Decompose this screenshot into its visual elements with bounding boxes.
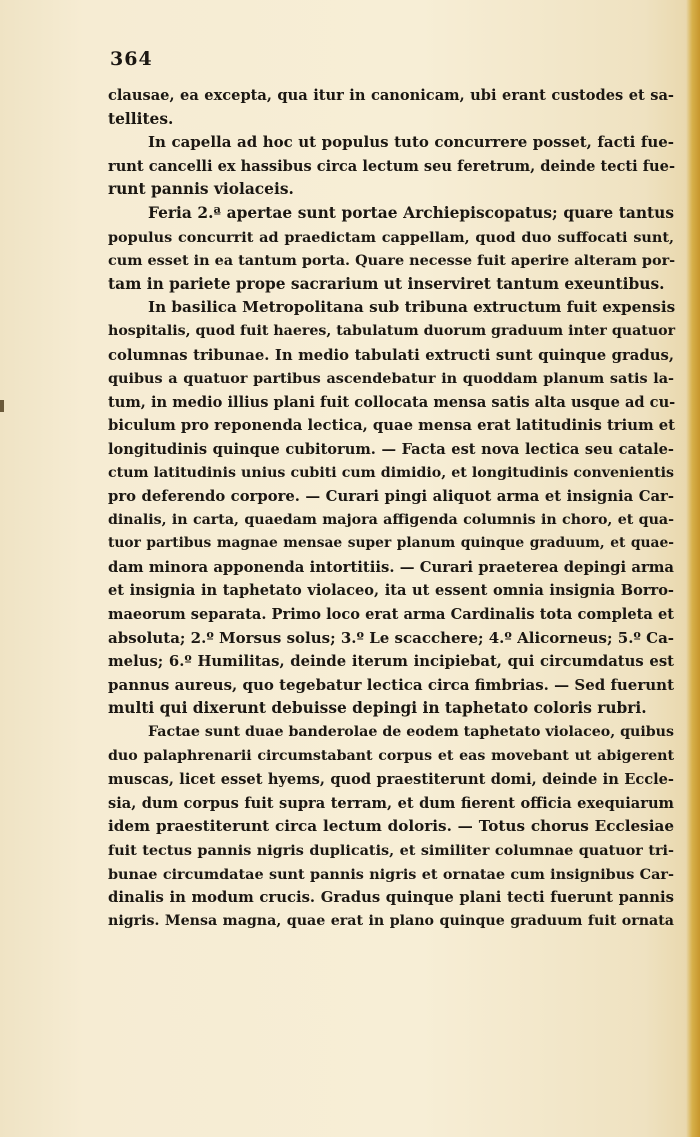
text-line: bunae circumdatae sunt pannis nigris et ornatae cum insignibus Car- <box>108 865 674 883</box>
text-line: nigris. Mensa magna, quae erat in plano quinque graduum fuit ornata <box>108 912 674 929</box>
text-line: fuit tectus pannis nigris duplicatis, et similiter columnae quatuor tri- <box>108 842 674 859</box>
text-line: ctum latitudinis unius cubiti cum dimidio, et longitudinis convenientis <box>108 464 674 481</box>
text-line: dinalis in modum crucis. Gradus quinque plani tecti fuerunt pannis <box>108 889 674 907</box>
text-line: populus concurrit ad praedictam cappellam, quod duo suffocati sunt, <box>108 228 674 246</box>
text-line: idem praestiterunt circa lectum doloris. — Totus chorus Ecclesiae <box>108 817 674 836</box>
text-line: maeorum separata. Primo loco erat arma Cardinalis tota completa et <box>108 606 674 624</box>
text-line: muscas, licet esset hyems, quod praestiterunt domi, deinde in Eccle- <box>108 771 674 789</box>
text-line: quibus a quatuor partibus ascendebatur in quoddam planum satis la- <box>108 370 674 388</box>
text-line: melus; 6.º Humilitas, deinde iterum incipiebat, qui circumdatus est <box>108 653 674 671</box>
text-line: dinalis, in carta, quaedam majora affigenda columnis in choro, et qua- <box>108 511 674 528</box>
text-line: Feria 2.ª apertae sunt portae Archiepiscopatus; quare tantus <box>148 203 674 222</box>
text-line: biculum pro reponenda lectica, quae mensa erat latitudinis trium et <box>108 417 676 435</box>
text-line: tuor partibus magnae mensae super planum quinque graduum, et quae- <box>108 535 674 552</box>
text-line: cum esset in ea tantum porta. Quare necesse fuit aperire alteram por- <box>108 252 676 270</box>
text-line: longitudinis quinque cubitorum. — Facta est nova lectica seu catale- <box>108 440 674 458</box>
text-line: pro deferendo corpore. — Curari pingi aliquot arma et insignia Car- <box>108 488 674 506</box>
text-line: tam in pariete prope sacrarium ut inserviret tantum exeuntibus. <box>108 274 665 293</box>
text-line: sia, dum corpus fuit supra terram, et dum fierent officia exequiarum <box>108 794 674 812</box>
text-line: absoluta; 2.º Morsus solus; 3.º Le scacchere; 4.º Alicorneus; 5.º Ca- <box>108 628 675 647</box>
text-line: clausae, ea excepta, qua itur in canonicam, ubi erant custodes et sa- <box>108 87 674 104</box>
text-line: In capella ad hoc ut populus tuto concurrere posset, facti fue- <box>148 133 674 152</box>
body-text <box>108 84 674 933</box>
text-line: pannus aureus, quo tegebatur lectica circa fimbrias. — Sed fuerunt <box>108 675 674 694</box>
margin-mark <box>0 400 4 412</box>
text-line: multi qui dixerunt debuisse depingi in taphetato coloris rubri. <box>108 699 647 718</box>
text-line: tellites. <box>108 109 174 128</box>
text-line: columnas tribunae. In medio tabulati extructi sunt quinque gradus, <box>108 346 674 364</box>
text-line: tum, in medio illius plani fuit collocata mensa satis alta usque ad cu- <box>108 393 676 411</box>
page-number: 364 <box>110 48 153 70</box>
text-line: Factae sunt duae banderolae de eodem taphetato violaceo, quibus <box>148 724 674 741</box>
text-line: duo palaphrenarii circumstabant corpus et eas movebant ut abigerent <box>108 747 674 764</box>
text-line: dam minora apponenda intortitiis. — Curari praeterea depingi arma <box>108 558 674 576</box>
text-line: runt pannis violaceis. <box>108 180 294 199</box>
text-line: et insignia in taphetato violaceo, ita ut essent omnia insignia Borro- <box>108 582 674 600</box>
text-line: runt cancelli ex hassibus circa lectum seu feretrum, deinde tecti fue- <box>108 157 676 175</box>
text-line: In basilica Metropolitana sub tribuna extructum fuit expensis <box>148 298 676 317</box>
page-edge <box>686 0 700 1137</box>
text-line: hospitalis, quod fuit haeres, tabulatum duorum graduum inter quatuor <box>108 322 676 339</box>
